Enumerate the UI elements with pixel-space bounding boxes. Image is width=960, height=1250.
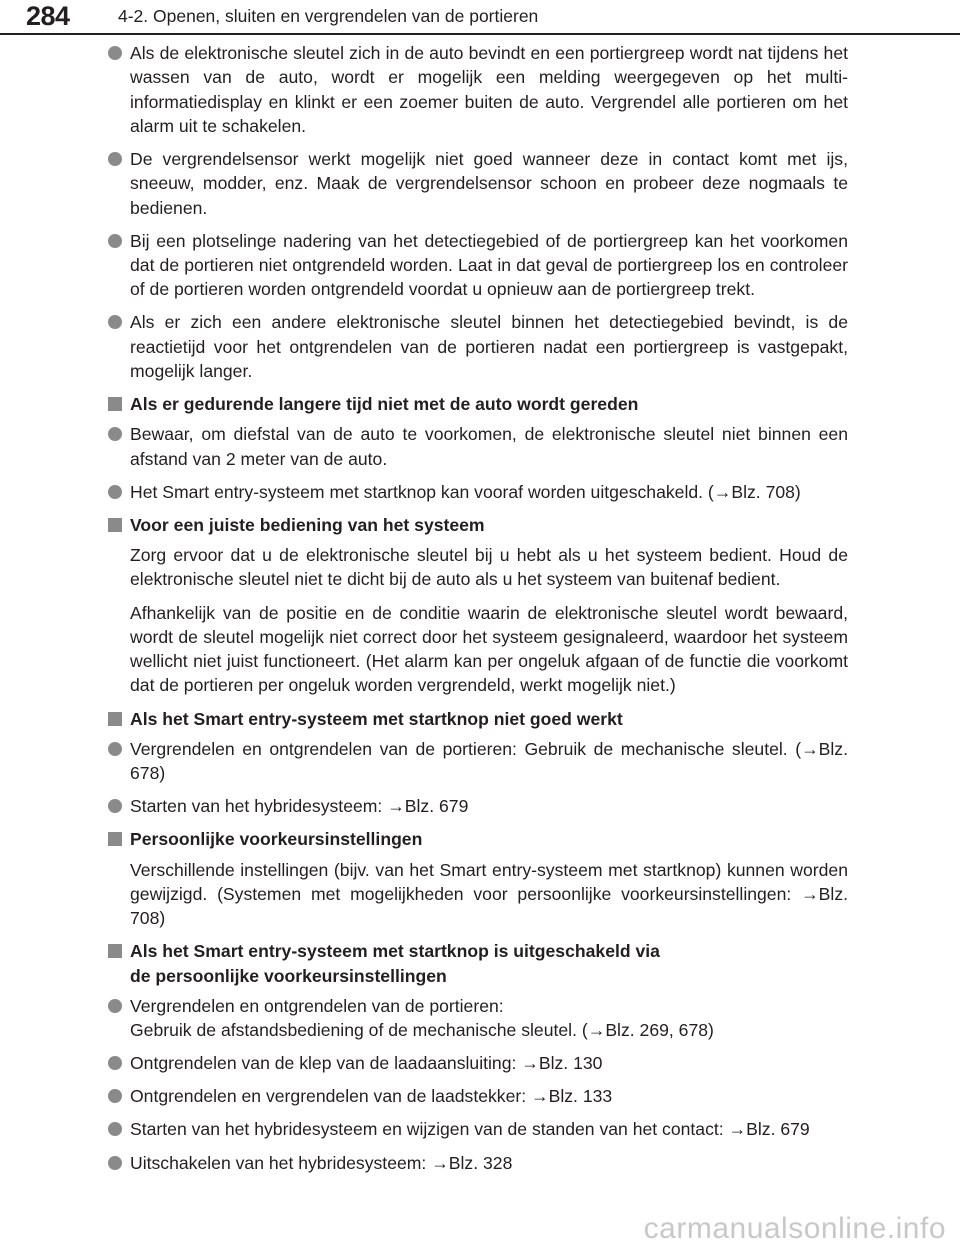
bullet-dot-icon — [108, 1089, 122, 1103]
bullet-item — [108, 1051, 848, 1075]
section-heading — [108, 392, 848, 416]
section-heading-text: Als er gedurende langere tijd niet met de auto wordt gereden — [130, 394, 639, 415]
bullet-text: Vergrendelen en ontgrendelen van de portieren: — [130, 995, 504, 1016]
bullet-item — [108, 310, 848, 383]
bullet-dot-icon — [108, 234, 122, 248]
bullet-item — [108, 737, 848, 786]
bullet-dot-icon — [108, 742, 122, 756]
bullet-item — [108, 1117, 848, 1141]
bullet-dot-icon — [108, 1122, 122, 1136]
section-heading-text: Persoonlijke voorkeursinstellingen — [130, 829, 423, 850]
paragraph: Afhankelijk van de positie en de conditie waarin de elektronische sleutel wordt bewaard, wordt de sleutel mogelijk niet correct door het systeem gesignaleerd, waardoor het systeem wellicht niet juist functioneert. (Het alarm kan per ongeluk afgaan of de functie die voorkomt dat de portieren per ongeluk worden vergrendeld, werkt mogelijk niet.) — [130, 602, 848, 696]
bullet-dot-icon — [108, 1056, 122, 1070]
bullet-text: Gebruik de afstandsbediening of de mechanische sleutel. (→Blz. 269, 678) — [130, 1020, 714, 1041]
bullet-item — [108, 994, 848, 1043]
bullet-dot-icon — [108, 485, 122, 499]
section-square-icon — [108, 832, 122, 846]
bullet-text: Starten van het hybridesysteem: →Blz. 679 — [130, 796, 469, 817]
bullet-item — [108, 1151, 848, 1175]
section-heading — [108, 707, 848, 731]
paragraph: Zorg ervoor dat u de elektronische sleutel bij u hebt als u het systeem bedient. Houd de elektronische sleutel niet te dicht bij de auto als u het systeem van buitenaf bedient. — [130, 545, 848, 590]
section-square-icon — [108, 944, 122, 958]
bullet-text: Vergrendelen en ontgrendelen van de portieren: Gebruik de mechanische sleutel. (→Blz. 678) — [130, 738, 848, 784]
page-header — [0, 0, 960, 36]
bullet-text: Starten van het hybridesysteem en wijzigen van de standen van het contact: →Blz. 679 — [130, 1119, 810, 1140]
bullet-text: Als de elektronische sleutel zich in de auto bevindt en een portiergreep wordt nat tijdens het wassen van de auto, wordt er mogelijk een melding weergegeven op het multi-informatiedisplay en klinkt er een zoemer buiten de auto. Vergrendel alle portieren om het alarm uit te schakelen. — [130, 43, 848, 136]
section-heading — [108, 513, 848, 537]
bullet-text: De vergrendelsensor werkt mogelijk niet goed wanneer deze in contact komt met ijs, sneeuw, modder, enz. Maak de vergrendelsensor schoon en probeer deze nogmaals te bedienen. — [130, 148, 848, 218]
bullet-dot-icon — [108, 427, 122, 441]
bullet-dot-icon — [108, 46, 122, 60]
bullet-item — [108, 1084, 848, 1108]
bullet-item — [108, 480, 848, 504]
bullet-dot-icon — [108, 152, 122, 166]
bullet-text: Ontgrendelen van de klep van de laadaansluiting: →Blz. 130 — [130, 1053, 603, 1074]
section-heading-text: Als het Smart entry-systeem met startknop niet goed werkt — [130, 708, 623, 729]
section-heading — [108, 827, 848, 851]
page-content — [108, 41, 848, 1184]
section-square-icon — [108, 397, 122, 411]
bullet-item — [108, 422, 848, 471]
bullet-text: Bewaar, om diefstal van de auto te voorkomen, de elektronische sleutel niet binnen een afstand van 2 meter van de auto. — [130, 424, 848, 469]
section-square-icon — [108, 712, 122, 726]
bullet-dot-icon — [108, 999, 122, 1013]
section-heading-text: Voor een juiste bediening van het systeem — [130, 514, 485, 535]
bullet-text: Ontgrendelen en vergrendelen van de laadstekker: →Blz. 133 — [130, 1086, 613, 1107]
section-heading-text: Als het Smart entry-systeem met startknop is uitgeschakeld via — [130, 941, 660, 962]
bullet-item — [108, 229, 848, 302]
bullet-dot-icon — [108, 315, 122, 329]
header-divider — [0, 33, 960, 35]
bullet-text: Uitschakelen van het hybridesysteem: →Blz. 328 — [130, 1152, 513, 1173]
section-heading-text: de persoonlijke voorkeursinstellingen — [130, 965, 447, 986]
paragraph: Verschillende instellingen (bijv. van het Smart entry-systeem met startknop) kunnen worden gewijzigd. (Systemen met mogelijkheden voor persoonlijke voorkeursinstellingen: →Blz. 708) — [130, 859, 848, 929]
chapter-title: 4-2. Openen, sluiten en vergrendelen van de portieren — [118, 6, 539, 26]
section-heading — [108, 939, 848, 988]
bullet-text: Bij een plotselinge nadering van het detectiegebied of de portiergreep kan het voorkomen dat de portieren niet ontgrendeld worden. Laat in dat geval de portiergreep los en controleer of de portieren worden ontgrendeld voordat u opnieuw aan de portiergreep trekt. — [130, 230, 848, 300]
bullet-item — [108, 41, 848, 138]
watermark: carmanualsonline.info — [643, 1212, 946, 1245]
section-square-icon — [108, 518, 122, 532]
page-number: 284 — [26, 1, 70, 31]
bullet-text: Het Smart entry-systeem met startknop kan vooraf worden uitgeschakeld. (→Blz. 708) — [130, 481, 801, 502]
bullet-dot-icon — [108, 799, 122, 813]
bullet-item — [108, 147, 848, 220]
bullet-dot-icon — [108, 1156, 122, 1170]
bullet-item — [108, 794, 848, 818]
bullet-text: Als er zich een andere elektronische sleutel binnen het detectiegebied bevindt, is de reactietijd voor het ontgrendelen van de portieren nadat een portiergreep is vastgepakt, mogelijk langer. — [130, 312, 848, 381]
